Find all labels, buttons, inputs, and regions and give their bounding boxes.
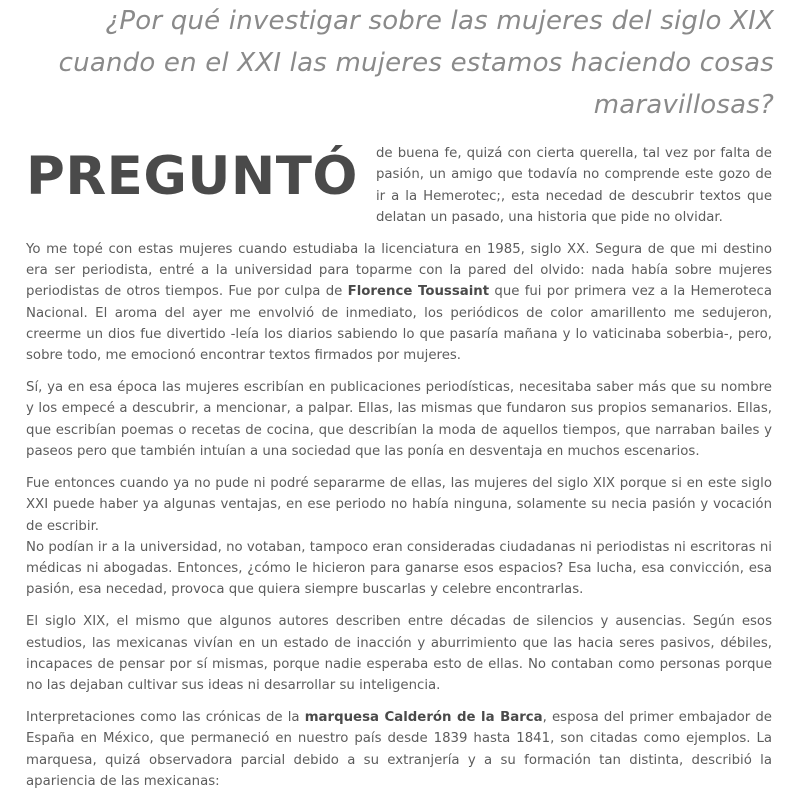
paragraph-2-text-b: que fui por primera vez a la Hemeroteca Nacional. El aroma del ayer me envolvió de inmediato, los periódicos de color amarillento me sedujeron, creerme un dios fue divertido -leía los diarios sabiendo lo que pasaría mañana y lo vaticinaba soberbia-, pero, sobre todo, me emocionó encontrar textos firmados por mujeres. xyxy=(26,284,773,364)
intro-text: de buena fe, quizá con cierta querella, tal vez por falta de pasión, un amigo que todavía no comprende este gozo de ir a la Hemerotec;, esta necedad de descubrir textos que delatan un pasado, una historia que pide no olvidar. xyxy=(375,146,772,225)
paragraph-2-text-a: Yo me topé con estas mujeres cuando estudiaba la licenciatura en 1985, siglo XX. Segura de que mi destino era ser periodista, entré a la universidad para toparme con la pared del olvido: nada había sobre mujeres periodistas de otros tiempos. Fue por culpa de xyxy=(26,241,772,300)
paragraph-3: Sí, ya en esa época las mujeres escribían en publicaciones periodísticas, necesitaba saber más que su nombre y los empecé a descubrir, a mencionar, a palpar. Ellas, las mismas que fundaron sus propios semanarios. Ellas, que escribían poemas o recetas de cocina, que describían la moda de aquellos tiempos, que narraban bailes y paseos pero que también intuían a una sociedad que las ponía en desventaja en muchos escenarios. xyxy=(26,380,772,460)
paragraph-4 xyxy=(26,473,772,601)
paragraph-2 xyxy=(26,239,772,367)
name-marquesa-calderon: marquesa Calderón de la Barca xyxy=(304,710,543,726)
paragraph-6-text-b: , esposa del primer embajador de España en México, que permaneció en nuestro país desde 1839 hasta 1841, son citadas como ejemplos. La marquesa, quizá observadora parcial debido a su extranjería y a su formación tan distinta, describió la apariencia de las mexicanas: xyxy=(26,710,772,789)
paragraph-6-text-a: Interpretaciones como las crónicas de la xyxy=(26,710,305,726)
paragraph-intro xyxy=(26,140,772,228)
paragraph-4-text-b: No podían ir a la universidad, no votaban, tampoco eran consideradas ciudadanas ni periodistas ni escritoras ni médicas ni abogadas. Entonces, ¿cómo le hicieron para ganarse esos espacios? Esa lucha, esa convicción, esa pasión, esa necedad, provoca que quiera siempre buscarlas y celebre encontrarlas. xyxy=(26,539,772,598)
paragraph-4-text-a: Fue entonces cuando ya no pude ni podré separarme de ellas, las mujeres del siglo XIX porque si en este siglo XXI puede haber ya algunas ventajas, en ese periodo no había ninguna, solamente su necia pasión y vocación de escribir. xyxy=(26,475,772,534)
article-title: ¿Por qué investigar sobre las mujeres del siglo XIX cuando en el XXI las mujeres estamos haciendo cosas maravillosas? xyxy=(58,6,774,120)
paragraph-5: El siglo XIX, el mismo que algunos autores describen entre décadas de silencios y ausencias. Según esos estudios, las mexicanas vivían en un estado de inacción y aburrimiento que las hacia seres pasivos, débiles, incapaces de pensar por sí mismas, porque nadie esperaba esto de ellas. No contaban como personas porque no las dejaban cultivar sus ideas ni desarrollar su inteligencia. xyxy=(26,614,772,694)
paragraph-6 xyxy=(26,707,772,792)
dropcap-word: PREGUNTÓ xyxy=(26,146,358,207)
name-florence-toussaint: Florence Toussaint xyxy=(347,284,490,300)
article-body xyxy=(26,140,772,803)
